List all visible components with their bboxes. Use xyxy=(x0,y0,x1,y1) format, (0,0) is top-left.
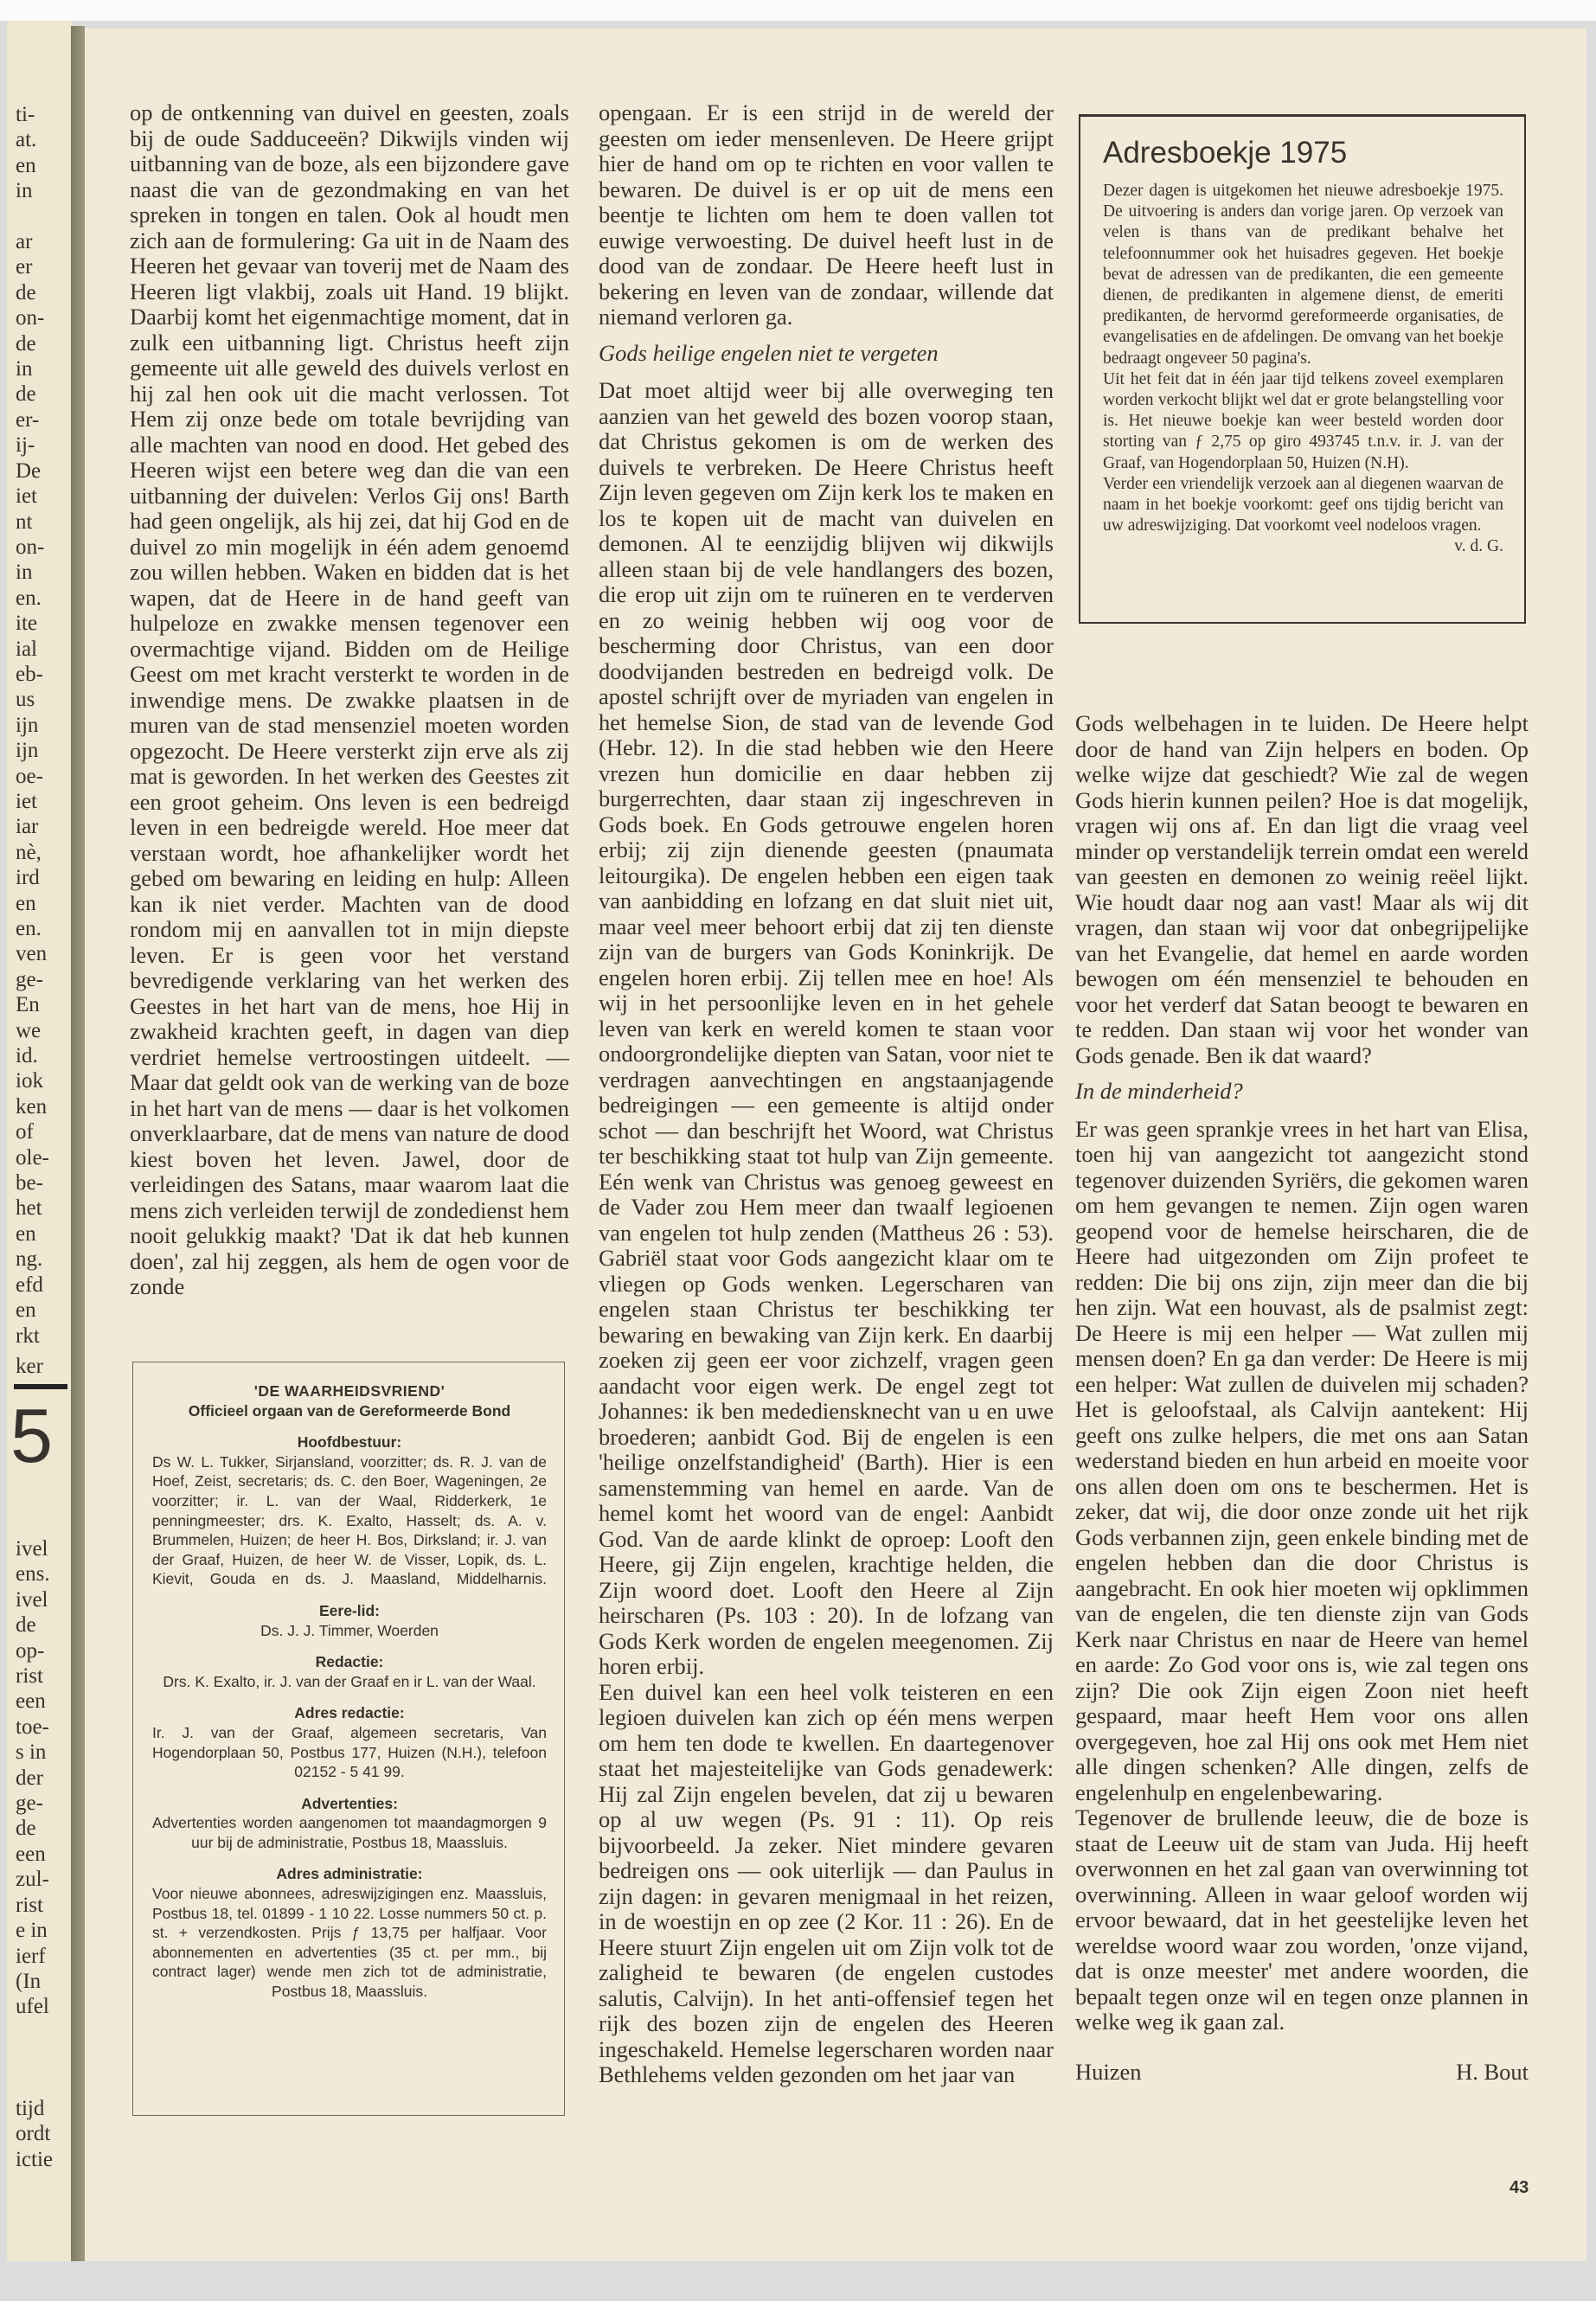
fragment-word: efd xyxy=(16,1272,43,1297)
fragment-word xyxy=(16,204,49,229)
fragment-word: er xyxy=(16,255,33,279)
fragment-word: En xyxy=(16,993,40,1017)
fragment-word: s in xyxy=(16,1740,47,1765)
article-signature xyxy=(1075,2060,1529,2086)
previous-page-big-numeral: 5 xyxy=(10,1393,53,1478)
fragment-word xyxy=(16,2045,53,2070)
fragment-word: iet xyxy=(16,484,37,509)
previous-page-fragment-ker: ker xyxy=(16,1355,43,1378)
notice-paragraph: Verder een vriendelijk verzoek aan al diegenen waarvan de naam in het boekje voorkomt: geef ons tijdig bericht van uw adreswijziging. Dat voorkomt veel nodeloos vragen. xyxy=(1103,474,1503,535)
fragment-word: oe- xyxy=(16,764,43,788)
paragraph: Een duivel kan een heel volk teisteren en een legioen duivelen kan zich op één mens werpen om hem ten dode te kwellen. En daartegenover staat het majesteitelijke van Gods genadewerk: Hij zal Zijn engelen bevelen, dat zij u bewaren op al uw wegen (Ps. 91 : 11). Op reis bijvoorbeeld. Ja zeker. Niet mindere gevaren bedreigen ons — ook uiterlijk — dan Paulus in zijn dagen: in gevaren menigmaal in het reizen, in de woestijn en op zee (2 Kor. 11 : 26). En de Heere stuurt Zijn engelen uit om Zijn volk tot de zaligheid te bewaren (de engelen custodes salutis, Calvijn). In het anti-offensief tegen het rijk des bozen zijn de engelen des Heeren ingeschakeld. Hemelse legerscharen worden naar Bethlehems velden gezonden om het jaar van xyxy=(599,1678,1054,2087)
fragment-word: be- xyxy=(16,1171,43,1195)
fragment-word: ufel xyxy=(16,1995,49,2019)
fragment-word: ge- xyxy=(16,967,43,991)
masthead-sections xyxy=(152,1433,547,2001)
paragraph: Gods welbehagen in te luiden. De Heere helpt door de hand van Zijn helpers en boden. Op welke wijze dat geschiedt? Wie zal de wegen Gods hierin kunnen peilen? Hoe is dat mogelijk, vragen wij ons af. En dan ligt die vraag veel minder op verstandelijk terrein omdat een wereld van geesten en demonen zo weinig reëel lijkt. Wie houdt daar nog aan vast! Maar als wij dit vragen, dan staan wij voor dat onbegrijpelijke van het Evangelie, dat hemel en aarde worden bewogen om één mensenziel te behouden en voor het verderf dat Satan beoogt te bewaren en te redden. Dan staan wij voor het wonder van Gods genade. Ben ik dat waard? xyxy=(1075,710,1529,1068)
fragment-word: ge- xyxy=(16,1791,43,1816)
fragment-word: in xyxy=(16,561,33,585)
fragment-word: nt xyxy=(16,510,33,534)
fragment-word: tijd xyxy=(16,2096,45,2120)
fragment-word: de xyxy=(16,1817,36,1841)
paragraph: opengaan. Er is een strijd in de wereld der geesten om ieder mensenleven. De Heere grijpt hier de hand om op te richten en voor vallen te bewaren. De duivel is er op uit de mens een beentje te lichten om hem te doen vallen tot euwige verwoesting. De duivel heeft lust in de dood van de zondaar. De Heere heeft lust in bekering en leven van de zondaar, willende dat niemand verloren ga. xyxy=(599,99,1054,330)
fragment-word xyxy=(16,2020,53,2045)
previous-page-rule xyxy=(14,1384,67,1389)
fragment-word: er- xyxy=(16,407,40,432)
scan-top-margin xyxy=(0,0,1596,21)
fragment-word: ictie xyxy=(16,2147,54,2171)
fragment-word: on- xyxy=(16,306,45,330)
masthead-section-heading: Adres administratie: xyxy=(276,1865,423,1883)
article-column-1 xyxy=(130,100,569,1300)
fragment-word: iok xyxy=(16,1069,43,1093)
fragment-word: ivel xyxy=(16,1587,48,1612)
fragment-word: (In xyxy=(16,1969,42,1993)
notice-paragraph: Dezer dagen is uitgekomen het nieuwe adresboekje 1975. De uitvoering is anders dan vorige jaren. Op verzoek van velen is thans van de predikant behalve het telefoonnummer ook het huisadres gegeven. Het boekje bevat de adressen van de predikanten, die een gemeente dienen, de predikanten in algemene dienst, de emeriti predikanten, de hervormd gereformeerde organisaties, de evangelisaties en de afdelingen. De omvang van het boekje bedraagt ongeveer 50 pagina's. xyxy=(1103,182,1503,368)
fragment-word: ite xyxy=(16,612,37,636)
fragment-word: ng. xyxy=(16,1247,43,1272)
fragment-word: rkt xyxy=(16,1324,40,1348)
paragraph: op de ontkenning van duivel en geesten, zoals bij de oude Sadduceeën? Dikwijls vinden wij uitbanning van de boze, als een bijzondere gave naast die van de gezondmaking en van het spreken in tongen en talen. Ook al houdt men zich aan de formulering: Ga uit in de Naam des Heeren het gevaar van toverij met de Naam des Heeren ligt vlakbij, zoals uit Hand. 19 blijkt. Daarbij komt het eigenmachtige moment, dat in zulk een uitbanning ligt. Christus heeft zijn gemeente uit alle geweld des duivels verlost en hij zal hen ook uit die macht verlossen. Tot Hem zij onze bede om totale bevrijding van alle machten van nood en dood. Het gebed des Heeren wijst een betere weg dan die van een uitbanning der duivelen: Verlos Gij ons! Barth had geen ongelijk, als hij zei, dat hij God en de duivel zo min mogelijk in één adem genoemd zou willen hebben. Waken en bidden dat is het wapen, dat de Heere in de hand geeft van hulpeloze en zwakke mensen tegenover een overmachtige vijand. Bidden om de Heilige Geest om met kracht versterkt te worden in de inwendige mens. De zwakke plaatsen in de muren van de stad mensenziel moeten worden opgezocht. De Heere versterkt zijn erve als zij mat is geworden. In het werken des Geestes zit een groot geheim. Ons leven is een bedreigd leven in een bedreigde wereld. Hoe meer dat verstaan wordt, hoe afhankelijker wordt het gebed om bewaring en leiding en hulp: Alleen kan ik niet verder. Machten van de dood rondom mij en aanvallen tot in mijn diepste leven. Er is geen voor het verstand bevredigende verklaring van het werken des Geestes in het hart van de mens, hoe Hij in zwakheid krachten geeft, in dagen van diep verdriet hemelse vertroostingen uitdeelt. — Maar dat geldt ook van de werking van de boze in het hart van de mens — daar is het volkomen onverklaarbare, dat de mens van nature de dood kiest boven het leven. Jawel, door de verleidingen des Satans, maar waarom laat die mens zich verleiden terwijl de zondedienst hem nooit gelukkig maakt? 'Dat ik dat heb kunnen doen', zal hij zeggen, als hem de ogen voor de zonde xyxy=(130,99,569,1299)
masthead-section xyxy=(152,1601,547,1640)
notice-paragraph: Uit het feit dat in één jaar tijd telkens zoveel exemplaren worden verkocht blijkt wel dat er grote belangstelling voor is. Het nieuwe boekje kan weer besteld worden door storting van ƒ 2,75 op giro 493745 t.n.v. ir. J. van der Graaf, van Hogendorplaan 50, Huizen (N.H). xyxy=(1103,369,1503,472)
fragment-word: ken xyxy=(16,1094,48,1118)
fragment-word xyxy=(16,2071,53,2096)
fragment-word: zul- xyxy=(16,1868,49,1892)
fragment-word: iar xyxy=(16,815,39,839)
page-number: 43 xyxy=(1509,2178,1529,2197)
fragment-word: en. xyxy=(16,917,42,940)
article-column-3 xyxy=(1075,711,1529,2085)
fragment-word: ar xyxy=(16,230,33,254)
fragment-word: nè, xyxy=(16,840,42,864)
fragment-word: of xyxy=(16,1120,34,1144)
fragment-word: rist xyxy=(16,1664,43,1689)
masthead-title: 'DE WAARHEIDSVRIEND' xyxy=(253,1382,445,1400)
masthead-section xyxy=(152,1703,547,1781)
fragment-word: on- xyxy=(16,535,45,559)
fragment-word: we xyxy=(16,1018,42,1042)
notice-signature: v. d. G. xyxy=(1454,537,1503,556)
section-heading: In de minderheid? xyxy=(1075,1078,1243,1104)
fragment-word: ierf xyxy=(16,1944,46,1968)
book-spine-gutter xyxy=(71,26,85,2261)
masthead-section xyxy=(152,1864,547,2001)
masthead-section-text: Voor nieuwe abonnees, adreswijzigingen enz. Maassluis, Postbus 18, tel. 01899 - 1 10 22. Losse nummers 50 ct. p. st. + verzendkosten. Prijs ƒ 13,75 per halfjaar. Voor abonnementen en advertenties (35 ct. per mm., bij contract lager) wende men zich tot de administratie, Postbus 18, Maassluis. xyxy=(152,1885,547,2001)
fragment-word: het xyxy=(16,1196,42,1221)
fragment-word: id. xyxy=(16,1044,38,1068)
fragment-word: en xyxy=(16,1298,36,1323)
paragraph: Tegenover de brullende leeuw, die de boze is staat de Leeuw uit de stam van Juda. Hij heeft overwonnen en het zal gaan van overwinning tot overwinning. Alleen in waar geloof worden wij ervoor bewaard, dat in het geestelijke leven het wereldse woord waar zou worden, 'onze vijand, dat is onze meester' met andere woorden, die bepaalt tegen onze wil en tegen onze plannen in welke weg ik gaan zal. xyxy=(1075,1804,1529,2035)
previous-page-fragments-top xyxy=(16,102,49,1349)
fragment-word: ird xyxy=(16,866,40,890)
fragment-word: en xyxy=(16,1221,36,1246)
fragment-word: ole- xyxy=(16,1145,49,1170)
fragment-word: toe- xyxy=(16,1715,49,1739)
masthead-box xyxy=(132,1362,565,2116)
fragment-word: op- xyxy=(16,1638,45,1663)
fragment-word: eb- xyxy=(16,662,43,686)
fragment-word: en. xyxy=(16,586,42,610)
fragment-word: ijn xyxy=(16,713,39,737)
previous-page-fragments-bottom xyxy=(16,1536,53,2172)
fragment-word: ij- xyxy=(16,433,35,458)
fragment-word: in xyxy=(16,179,33,203)
signature-author: H. Bout xyxy=(1456,2058,1529,2085)
fragment-word: en xyxy=(16,153,36,177)
masthead-section-text: Ds W. L. Tukker, Sirjansland, voorzitter; ds. R. J. van de Hoef, Zeist, secretaris; ds. C. den Boer, Wageningen, 2e voorzitter; ir. L. van der Waal, Ridderkerk, 1e penningmeester; drs. K. Exalto, Hasselt; ds. A. v. Brummelen, Huizen; de heer H. Bos, Dirksland; ir. J. van der Graaf, Huizen, de heer W. de Visser, Lopik, ds. L. Kievit, Gouda en ds. J. Maasland, Middelharnis. xyxy=(152,1452,547,1588)
paragraph: Dat moet altijd weer bij alle overweging ten aanzien van het geweld des bozen voorop staan, dat Christus gekomen is om de werken des duivels te verbreken. De Heere Christus heeft Zijn leven gegeven om Zijn kerk los te maken en los te kopen uit de macht van duivelen en demonen. Al te eenzijdig blijven wij dikwijls alleen staan bij de vele handlangers des bozen, die erop uit zijn om te ruïneren en te verderven en zo weinig hebben wij oog voor de bescherming door Christus, van een door doodvijanden bestreden en bedreigd volk. De apostel schrijft over de myriaden van engelen in het hemelse Sion, de stad van de levende God (Hebr. 12). In die stad hebben wie den Heere vrezen hun domicilie en daar hebben zij burgerrechten, daar staan zij ingeschreven in Gods boek. En Gods getrouwe engelen horen erbij; zij zijn dienende geesten (pnaumata leitourgika). De engelen hebben een eigen taak van aanbidding en lofzang en dat sluit niet uit, maar veel meer behoort erbij dat zij ten dienste zijn van de burgers van Gods Koninkrijk. De engelen horen erbij. Zij tellen mee en hoe! Als wij in het persoonlijke leven en in het gehele leven van kerk en wereld komen te staan voor ondoorgrondelijke diepten van Satan, voor niet te verdragen aanvechtingen en angstaanjagende bedreigingen — een gemeente is altijd onder schot — dan beschrijft het Woord, wat Christus ter beschikking staat tot hulp van Zijn gemeente. Eén wenk van Christus was genoeg geweest en de Vader zou Hem meer dan twaalf legioenen van engelen tot hulp zenden (Mattheus 26 : 53). Gabriël staat voor Gods aangezicht klaar om te vliegen op Gods wenken. Legerscharen van engelen staan Christus ter beschikking ter bewaring en bewaking van Zijn kerk. En daarbij zoeken zij geen eer voor zichzelf, vragen geen aandacht voor eigen werk. De engel zegt tot Johannes: ik ben medediensknecht van u en uwe broederen; aanbidt God. Bij de engelen is een 'heilige onzelfstandigheid' (Barth). Hier is een samenstemming van hemel en aarde. Van de hemel komt het woord van de engel: Aanbidt God. Van de aarde klinkt de oproep: Looft den Heere, gij Zijn engelen, krachtige helden, die Zijn woord doet. Looft den Heere al Zijn heirscharen (Ps. 103 : 20). In de lofzang van Gods Kerk worden de engelen meegenomen. Zij horen erbij. xyxy=(599,377,1054,1679)
masthead-section-heading: Hoofdbestuur: xyxy=(297,1433,402,1452)
previous-page-edge xyxy=(7,21,73,2261)
masthead-section xyxy=(152,1794,547,1853)
masthead-section xyxy=(152,1433,547,1589)
notice-title: Adresboekje 1975 xyxy=(1103,136,1348,170)
fragment-word: de xyxy=(16,382,36,407)
adresboekje-notice-box xyxy=(1079,114,1526,624)
fragment-word: de xyxy=(16,331,36,356)
fragment-word: ens. xyxy=(16,1562,50,1586)
article-column-2 xyxy=(599,100,1054,2088)
masthead-section-heading: Advertenties: xyxy=(301,1794,398,1812)
masthead-section-text: Ir. J. van der Graaf, algemeen secretaris, Van Hogendorplaan 50, Postbus 177, Huizen (N.H.), telefoon 02152 - 5 41 99. xyxy=(152,1723,547,1781)
fragment-word: ordt xyxy=(16,2122,51,2146)
fragment-word: ijn xyxy=(16,739,39,763)
masthead-section-heading: Redactie: xyxy=(315,1653,384,1671)
masthead-section-heading: Eere-lid: xyxy=(318,1601,381,1619)
section-heading: Gods heilige engelen niet te vergeten xyxy=(599,339,939,366)
masthead-section-text: Ds. J. J. Timmer, Woerden xyxy=(260,1621,439,1639)
fragment-word: ivel xyxy=(16,1537,48,1561)
fragment-word: us xyxy=(16,688,35,712)
fragment-word: en xyxy=(16,891,36,915)
masthead-subtitle: Officieel orgaan van de Gereformeerde Bond xyxy=(188,1401,511,1420)
fragment-word: ven xyxy=(16,942,48,966)
fragment-word: ti- xyxy=(16,103,35,126)
fragment-word: de xyxy=(16,1613,36,1638)
masthead-section-text: Advertenties worden aangenomen tot maandagmorgen 9 uur bij de administratie, Postbus 18, Maassluis. xyxy=(152,1814,547,1851)
fragment-word: iet xyxy=(16,789,37,813)
paragraph: Er was geen sprankje vrees in het hart van Elisa, toen hij van aangezicht tot aangezicht stond tegenover duizenden Syriërs, die gekomen waren om hem gevangen te nemen. Zijn ogen waren geopend voor de hemelse heirscharen, die de Heere had uitgezonden om Zijn profeet te redden: Die bij ons zijn, zijn meer dan die bij hen zijn. Wat een houvast, als de psalmist zegt: De Heere is mij een helper — Wat zullen mij mensen doen? En ga dan verder: De Heere is mij een helper: Wat zullen de duivelen mij schaden? Het is geloofstaal, als Calvijn aantekent: Hij geeft ons zulke helpers, die met ons aan Satan wederstand bieden en hun arbeid en moeite voor ons allen doen om ons te beschermen. Het is zeker, dat wij, die door onze zonde uit het rijk Gods verbannen zijn, geen enkele binding met de engelen hebben dan die door Christus is aangebracht. En ook hier moeten wij opklimmen van de engelen, die ten dienste zijn van Gods Kerk naar Christus en naar de Heere van hemel en aarde: Zo God voor ons is, wie zal tegen ons zijn? Die ook Zijn eigen Zoon niet heeft gespaard, maar heeft Hem voor ons allen overgegeven, hoe zal Hij ons ook met Hem niet alle dingen schenken? Alle dingen, zelfs de engelenhulp en engelenbewaring. xyxy=(1075,1115,1529,1805)
fragment-word: at. xyxy=(16,128,37,152)
fragment-word: De xyxy=(16,458,42,483)
masthead-section xyxy=(152,1652,547,1691)
fragment-word: in xyxy=(16,357,33,381)
fragment-word: een xyxy=(16,1842,46,1866)
signature-place: Huizen xyxy=(1075,2058,1142,2085)
fragment-word: der xyxy=(16,1766,43,1790)
masthead-section-text: Drs. K. Exalto, ir. J. van der Graaf en ir L. van der Waal. xyxy=(163,1672,536,1690)
fragment-word: een xyxy=(16,1689,46,1714)
fragment-word: ial xyxy=(16,637,37,661)
fragment-word: e in xyxy=(16,1919,48,1943)
masthead-section-heading: Adres redactie: xyxy=(294,1704,405,1722)
fragment-word: rist xyxy=(16,1893,43,1917)
fragment-word: de xyxy=(16,280,36,304)
